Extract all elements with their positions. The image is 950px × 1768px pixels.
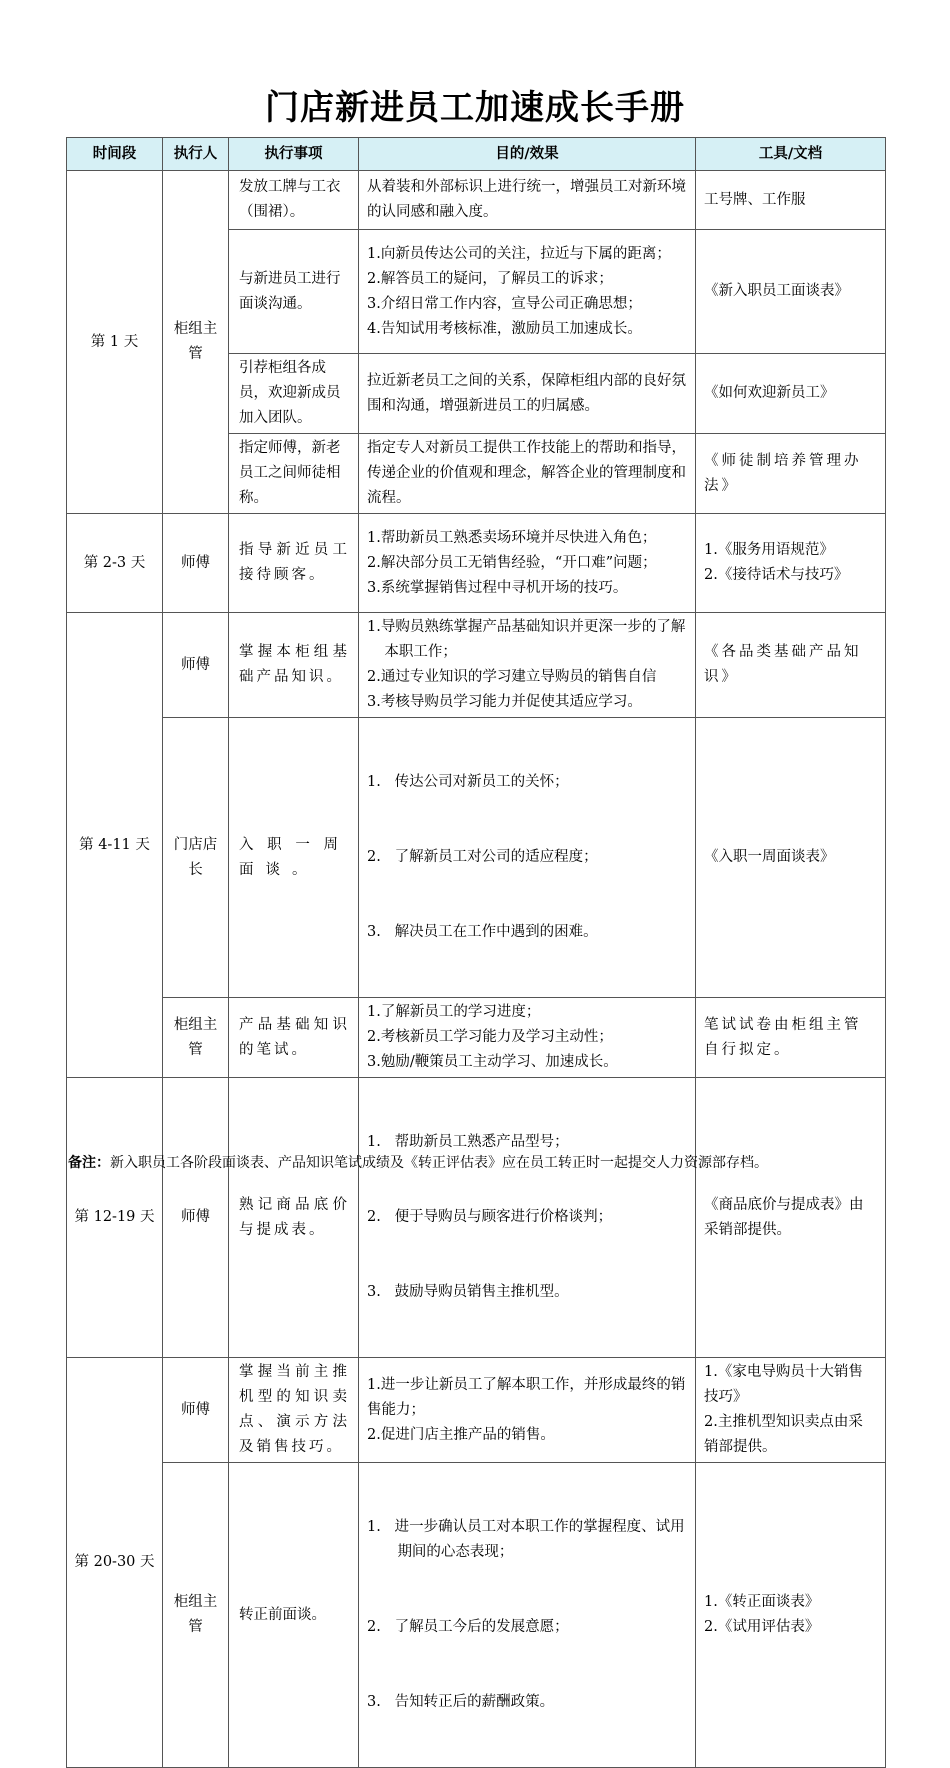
purpose-line: 2.促进门店主推产品的销售。 xyxy=(367,1426,555,1443)
tools-cell xyxy=(696,230,886,354)
table-row xyxy=(67,1463,886,1768)
onboarding-table xyxy=(66,137,886,1768)
header-period: 时间段 xyxy=(67,138,163,171)
tool-line: 2.《接待话术与技巧》 xyxy=(704,567,849,583)
purpose-line: 1. 进一步确认员工对本职工作的掌握程度、试用期间的心态表现； xyxy=(367,1519,685,1560)
purpose-line: 1. 帮助新员工熟悉产品型号； xyxy=(367,1134,569,1150)
tools-cell xyxy=(696,998,886,1078)
task-cell: 引荐柜组各成员，欢迎新成员加入团队。 xyxy=(229,354,359,434)
tool-line: 工号牌、工作服 xyxy=(704,191,806,208)
purpose-line: 指定专人对新员工提供工作技能上的帮助和指导，传递企业的价值观和理念，解答企业的管理制度和流程。 xyxy=(367,440,686,506)
purpose-line: 3.考核导购员学习能力并促使其适应学习。 xyxy=(367,694,642,710)
task-cell: 入职一周面谈。 xyxy=(229,718,359,998)
tool-line: 《师徒制培养管理办法》 xyxy=(704,452,862,494)
purpose-cell xyxy=(359,718,696,998)
purpose-line: 3. 告知转正后的薪酬政策。 xyxy=(367,1694,555,1710)
period-cell: 第 4-11 天 xyxy=(67,613,163,1078)
purpose-line: 2.考核新员工学习能力及学习主动性； xyxy=(367,1029,613,1045)
tool-line: 2.主推机型知识卖点由采销部提供。 xyxy=(704,1414,863,1455)
purpose-line: 4.告知试用考核标准，激励员工加速成长。 xyxy=(367,320,642,337)
executor-cell: 师傅 xyxy=(163,514,229,613)
purpose-line: 2. 了解员工今后的发展意愿； xyxy=(367,1619,569,1635)
purpose-line: 3.介绍日常工作内容，宣导公司正确思想； xyxy=(367,295,642,312)
purpose-cell xyxy=(359,998,696,1078)
task-cell: 掌握当前主推机型的知识卖点、演示方法及销售技巧。 xyxy=(229,1358,359,1463)
purpose-cell xyxy=(359,434,696,514)
tools-cell xyxy=(696,1078,886,1358)
table-row xyxy=(67,514,886,613)
executor-cell: 师傅 xyxy=(163,613,229,718)
tool-line: 《入职一周面谈表》 xyxy=(704,849,835,865)
tools-cell xyxy=(696,434,886,514)
executor-cell: 柜组主管 xyxy=(163,998,229,1078)
purpose-cell xyxy=(359,613,696,718)
tools-cell xyxy=(696,718,886,998)
period-cell: 第 20-30 天 xyxy=(67,1358,163,1768)
purpose-line: 2.通过专业知识的学习建立导购员的销售自信 xyxy=(367,669,657,685)
purpose-cell xyxy=(359,354,696,434)
period-cell: 第 2-3 天 xyxy=(67,514,163,613)
task-cell: 产品基础知识的笔试。 xyxy=(229,998,359,1078)
purpose-cell xyxy=(359,1078,696,1358)
tool-line: 《新入职员工面谈表》 xyxy=(704,283,849,299)
task-cell: 指定师傅，新老员工之间师徒相称。 xyxy=(229,434,359,514)
purpose-line: 3.勉励/鞭策员工主动学习、加速成长。 xyxy=(367,1054,618,1070)
purpose-line: 1.进一步让新员工了解本职工作，并形成最终的销售能力； xyxy=(367,1376,686,1418)
purpose-line: 1.导购员熟练掌握产品基础知识并更深一步的了解本职工作； xyxy=(367,619,686,660)
purpose-cell xyxy=(359,514,696,613)
purpose-cell xyxy=(359,1463,696,1768)
header-row xyxy=(67,138,886,171)
period-cell: 第 12-19 天 xyxy=(67,1078,163,1358)
task-cell: 转正前面谈。 xyxy=(229,1463,359,1768)
executor-cell: 师傅 xyxy=(163,1358,229,1463)
executor-cell: 门店店长 xyxy=(163,718,229,998)
tool-line: 《商品底价与提成表》由采销部提供。 xyxy=(704,1196,864,1238)
tools-cell xyxy=(696,514,886,613)
footnote-label: 备注： xyxy=(68,1155,110,1171)
table-row xyxy=(67,1078,886,1358)
tool-line: 1.《转正面谈表》 xyxy=(704,1594,820,1610)
tool-line: 《如何欢迎新员工》 xyxy=(704,385,835,401)
purpose-line: 1.帮助新员工熟悉卖场环境并尽快进入角色； xyxy=(367,529,657,546)
table-row xyxy=(67,1358,886,1463)
page-title: 门店新进员工加速成长手册 xyxy=(265,88,685,128)
task-cell: 掌握本柜组基础产品知识。 xyxy=(229,613,359,718)
header-purpose: 目的/效果 xyxy=(359,138,696,171)
tool-line: 笔试试卷由柜组主管自行拟定。 xyxy=(704,1016,862,1058)
task-cell: 熟记商品底价与提成表。 xyxy=(229,1078,359,1358)
purpose-cell xyxy=(359,1358,696,1463)
purpose-line: 1. 传达公司对新员工的关怀； xyxy=(367,774,569,790)
purpose-line: 3.系统掌握销售过程中寻机开场的技巧。 xyxy=(367,579,628,596)
header-task: 执行事项 xyxy=(229,138,359,171)
tools-cell xyxy=(696,171,886,230)
tool-line: 1.《服务用语规范》 xyxy=(704,542,834,558)
period-cell: 第 1 天 xyxy=(67,171,163,514)
task-cell: 发放工牌与工衣（围裙）。 xyxy=(229,171,359,230)
purpose-line: 2.解答员工的疑问，了解员工的诉求； xyxy=(367,270,613,287)
purpose-line: 2. 便于导购员与顾客进行价格谈判； xyxy=(367,1209,613,1225)
purpose-line: 从着装和外部标识上进行统一，增强员工对新环境的认同感和融入度。 xyxy=(367,179,686,220)
footnote-text: 新入职员工各阶段面谈表、产品知识笔试成绩及《转正评估表》应在员工转正时一起提交人力资源部存档。 xyxy=(110,1155,768,1171)
executor-cell: 柜组主管 xyxy=(163,171,229,514)
tools-cell xyxy=(696,1358,886,1463)
task-cell: 与新进员工进行面谈沟通。 xyxy=(229,230,359,354)
purpose-line: 1.向新员传达公司的关注，拉近与下属的距离； xyxy=(367,245,671,262)
tools-cell xyxy=(696,1463,886,1768)
tool-line: 2.《试用评估表》 xyxy=(704,1619,820,1635)
tools-cell xyxy=(696,354,886,434)
purpose-cell xyxy=(359,230,696,354)
executor-cell: 柜组主管 xyxy=(163,1463,229,1768)
header-executor: 执行人 xyxy=(163,138,229,171)
task-cell: 指导新近员工接待顾客。 xyxy=(229,514,359,613)
header-tools: 工具/文档 xyxy=(696,138,886,171)
purpose-line: 3. 解决员工在工作中遇到的困难。 xyxy=(367,924,598,940)
table-row xyxy=(67,171,886,230)
purpose-line: 2.解决部分员工无销售经验，“开口难”问题； xyxy=(367,554,657,571)
table-row xyxy=(67,998,886,1078)
purpose-line: 3. 鼓励导购员销售主推机型。 xyxy=(367,1284,569,1300)
tool-line: 《各品类基础产品知识》 xyxy=(704,644,862,685)
purpose-line: 1.了解新员工的学习进度； xyxy=(367,1004,541,1020)
purpose-line: 2. 了解新员工对公司的适应程度； xyxy=(367,849,598,865)
purpose-cell xyxy=(359,171,696,230)
table-row xyxy=(67,718,886,998)
executor-cell: 师傅 xyxy=(163,1078,229,1358)
table-row xyxy=(67,613,886,718)
tool-line: 1.《家电导购员十大销售技巧》 xyxy=(704,1364,863,1405)
footnote xyxy=(68,1152,888,1172)
tools-cell xyxy=(696,613,886,718)
purpose-line: 拉近新老员工之间的关系，保障柜组内部的良好氛围和沟通，增强新进员工的归属感。 xyxy=(367,372,686,414)
